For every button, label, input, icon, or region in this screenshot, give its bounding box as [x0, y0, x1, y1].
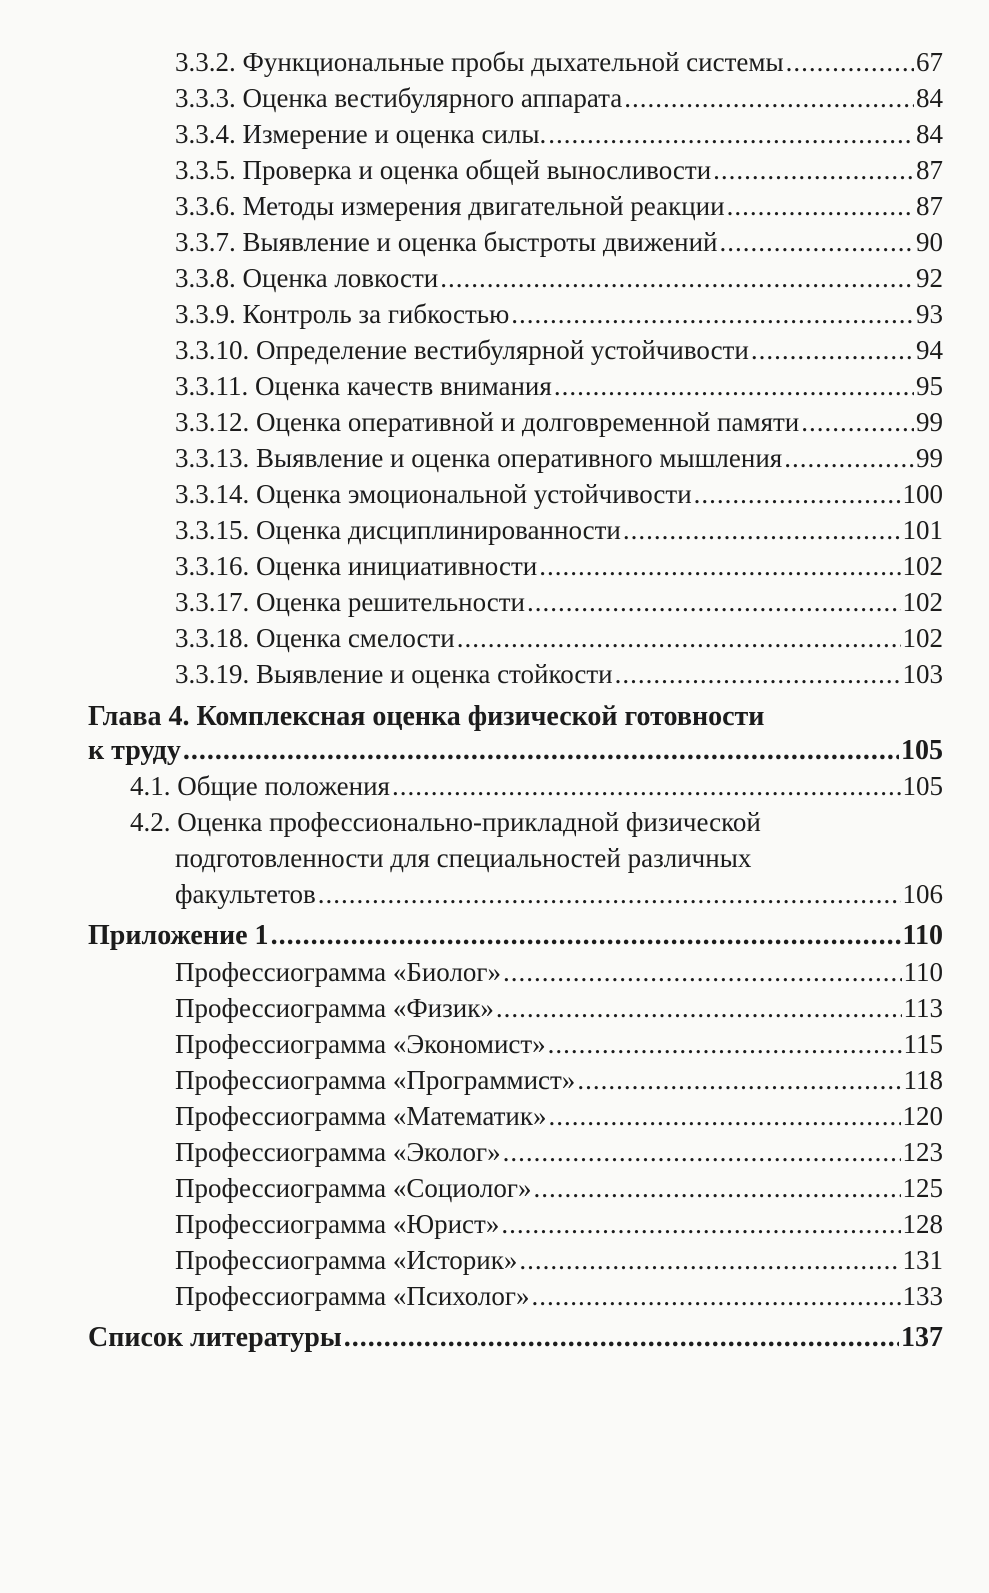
- toc-entry-title-line2: подготовленности для специальностей различных: [175, 843, 752, 873]
- toc-entry-page: 118: [903, 1065, 943, 1095]
- toc-entry-3-3-4[interactable]: [0, 116, 989, 152]
- toc-entry-page: 84: [916, 119, 943, 149]
- leader-dots: [511, 296, 914, 332]
- leader-dots: [615, 656, 901, 692]
- toc-entry-page: 84: [916, 83, 943, 113]
- toc-entry-3-3-7[interactable]: [0, 224, 989, 260]
- toc-entry-title-line1: 4.2. Оценка профессионально-прикладной физической: [130, 807, 761, 837]
- appendix-title: Приложение 1: [88, 920, 269, 951]
- toc-entry-title: 3.3.11. Оценка качеств внимания: [175, 371, 552, 401]
- toc-entry-title: Профессиограмма «Историк»: [175, 1245, 518, 1275]
- toc-entry-title: 3.3.4. Измерение и оценка силы.: [175, 119, 547, 149]
- toc-entry-page: 67: [916, 47, 943, 77]
- leader-dots: [531, 1278, 900, 1314]
- toc-entry-3-3-19[interactable]: [0, 656, 989, 692]
- toc-entry-page: 113: [903, 993, 943, 1023]
- toc-appendix-item[interactable]: [0, 1062, 989, 1098]
- toc-entry-page: 125: [902, 1173, 943, 1203]
- toc-appendix-item[interactable]: [0, 990, 989, 1026]
- toc-entry-page: 87: [916, 191, 943, 221]
- toc-entry-page: 93: [916, 299, 943, 329]
- toc-entry-title: Профессиограмма «Экономист»: [175, 1029, 546, 1059]
- leader-dots: [183, 734, 899, 768]
- toc-entry-3-3-18[interactable]: [0, 620, 989, 656]
- toc-entry-page: 103: [902, 659, 943, 689]
- leader-dots: [503, 954, 902, 990]
- toc-entry-page: 102: [902, 623, 943, 653]
- leader-dots: [727, 188, 914, 224]
- toc-entry-title: 4.1. Общие положения: [130, 771, 390, 801]
- toc-appendix-1[interactable]: [0, 918, 989, 954]
- appendix-page: 110: [902, 920, 943, 951]
- leader-dots: [548, 116, 914, 152]
- toc-entry-page: 128: [902, 1209, 943, 1239]
- leader-dots: [784, 440, 914, 476]
- toc-entry-title: Профессиограмма «Программист»: [175, 1065, 576, 1095]
- toc-entry-title: 3.3.5. Проверка и оценка общей выносливости: [175, 155, 712, 185]
- leader-dots: [457, 620, 901, 656]
- toc-appendix-item[interactable]: [0, 1098, 989, 1134]
- references-page: 137: [901, 1322, 943, 1353]
- toc-entry-title: 3.3.12. Оценка оперативной и долговременной памяти: [175, 407, 800, 437]
- leader-dots: [801, 404, 914, 440]
- toc-entry-page: 87: [916, 155, 943, 185]
- toc-appendix-item[interactable]: [0, 1278, 989, 1314]
- leader-dots: [623, 512, 901, 548]
- toc-entry-title: 3.3.7. Выявление и оценка быстроты движений: [175, 227, 718, 257]
- leader-dots: [539, 548, 900, 584]
- toc-entry-title: 3.3.9. Контроль за гибкостью: [175, 299, 510, 329]
- leader-dots: [548, 1098, 900, 1134]
- toc-appendix-item[interactable]: [0, 1170, 989, 1206]
- toc-entry-title: 3.3.8. Оценка ловкости: [175, 263, 439, 293]
- leader-dots: [501, 1206, 900, 1242]
- leader-dots: [554, 368, 914, 404]
- toc-entry-page: 100: [902, 479, 943, 509]
- toc-entry-page: 92: [916, 263, 943, 293]
- toc-entry-title-line3-row: [130, 876, 943, 912]
- leader-dots: [624, 80, 914, 116]
- toc-entry-3-3-10[interactable]: [0, 332, 989, 368]
- toc-entry-title: 3.3.14. Оценка эмоциональной устойчивости: [175, 479, 692, 509]
- toc-entry-page: 110: [903, 957, 943, 987]
- toc-appendix-item[interactable]: [0, 1134, 989, 1170]
- toc-entry-title: 3.3.6. Методы измерения двигательной реакции: [175, 191, 725, 221]
- toc-appendix-item[interactable]: [0, 1206, 989, 1242]
- toc-entry-3-3-6[interactable]: [0, 188, 989, 224]
- toc-entry-title: Профессиограмма «Математик»: [175, 1101, 547, 1131]
- toc-entry-page: 94: [916, 335, 943, 365]
- toc-appendix-item[interactable]: [0, 954, 989, 990]
- toc-entry-page: 95: [916, 371, 943, 401]
- toc-entry-page: 99: [916, 443, 943, 473]
- toc-entry-3-3-9[interactable]: [0, 296, 989, 332]
- leader-dots: [533, 1170, 900, 1206]
- toc-entry-page: 99: [916, 407, 943, 437]
- toc-entry-page: 123: [902, 1137, 943, 1167]
- toc-entry-page: 102: [902, 551, 943, 581]
- toc-entry-title: 3.3.3. Оценка вестибулярного аппарата: [175, 83, 623, 113]
- toc-chapter-4[interactable]: [0, 700, 989, 768]
- toc-entry-3-3-14[interactable]: [0, 476, 989, 512]
- toc-entry-page: 106: [902, 879, 943, 909]
- toc-entry-3-3-12[interactable]: [0, 404, 989, 440]
- leader-dots: [440, 260, 914, 296]
- leader-dots: [271, 918, 901, 954]
- toc-entry-3-3-2[interactable]: [0, 44, 989, 80]
- toc-entry-title: Профессиограмма «Физик»: [175, 993, 494, 1023]
- leader-dots: [344, 1320, 899, 1356]
- chapter-title-line2: к труду: [88, 735, 181, 766]
- leader-dots: [318, 876, 901, 912]
- references-title: Список литературы: [88, 1322, 342, 1353]
- toc-entry-title: 3.3.18. Оценка смелости: [175, 623, 455, 653]
- leader-dots: [719, 224, 914, 260]
- leader-dots: [519, 1242, 900, 1278]
- toc-entry-title: Профессиограмма «Биолог»: [175, 957, 501, 987]
- toc-entry-3-3-5[interactable]: [0, 152, 989, 188]
- leader-dots: [713, 152, 914, 188]
- toc-entry-title-line3: факультетов: [175, 879, 316, 909]
- toc-entry-page: 105: [902, 771, 943, 801]
- toc-entry-title: 3.3.13. Выявление и оценка оперативного мышления: [175, 443, 783, 473]
- leader-dots: [577, 1062, 901, 1098]
- leader-dots: [496, 990, 902, 1026]
- toc-entry-title: 3.3.15. Оценка дисциплинированности: [175, 515, 621, 545]
- toc-entry-4-2[interactable]: [0, 804, 989, 912]
- toc-entry-title: 3.3.17. Оценка решительности: [175, 587, 525, 617]
- toc-references[interactable]: [0, 1320, 989, 1356]
- toc-entry-page: 102: [902, 587, 943, 617]
- toc-entry-title: Профессиограмма «Социолог»: [175, 1173, 532, 1203]
- toc-entry-title: Профессиограмма «Эколог»: [175, 1137, 501, 1167]
- toc-entry-title: Профессиограмма «Психолог»: [175, 1281, 530, 1311]
- toc-entry-page: 90: [916, 227, 943, 257]
- toc-entry-3-3-11[interactable]: [0, 368, 989, 404]
- toc-entry-page: 120: [902, 1101, 943, 1131]
- toc-entry-title: 3.3.2. Функциональные пробы дыхательной системы: [175, 47, 784, 77]
- toc-entry-3-3-8[interactable]: [0, 260, 989, 296]
- toc-entry-3-3-16[interactable]: [0, 548, 989, 584]
- toc-entry-3-3-17[interactable]: [0, 584, 989, 620]
- leader-dots: [694, 476, 901, 512]
- toc-entry-page: 101: [902, 515, 943, 545]
- toc-entry-title: Профессиограмма «Юрист»: [175, 1209, 500, 1239]
- toc-entry-4-1[interactable]: [0, 768, 989, 804]
- toc-appendix-item[interactable]: [0, 1242, 989, 1278]
- toc-entry-title: 3.3.16. Оценка инициативности: [175, 551, 538, 581]
- leader-dots: [751, 332, 914, 368]
- toc-entry-3-3-3[interactable]: [0, 80, 989, 116]
- leader-dots: [786, 44, 914, 80]
- leader-dots: [392, 768, 901, 804]
- toc-entry-title: 3.3.19. Выявление и оценка стойкости: [175, 659, 613, 689]
- toc-entry-title: 3.3.10. Определение вестибулярной устойчивости: [175, 335, 749, 365]
- chapter-page: 105: [901, 735, 943, 766]
- leader-dots: [548, 1026, 902, 1062]
- toc-entry-page: 133: [902, 1281, 943, 1311]
- toc-appendix-item[interactable]: [0, 1026, 989, 1062]
- chapter-title-line2-row: [88, 734, 943, 768]
- toc-entry-3-3-15[interactable]: [0, 512, 989, 548]
- toc-entry-page: 131: [902, 1245, 943, 1275]
- toc-entry-3-3-13[interactable]: [0, 440, 989, 476]
- table-of-contents: [0, 44, 989, 1356]
- leader-dots: [503, 1134, 901, 1170]
- toc-entry-page: 115: [903, 1029, 943, 1059]
- leader-dots: [527, 584, 901, 620]
- chapter-title-line1: Глава 4. Комплексная оценка физической готовности: [88, 701, 765, 732]
